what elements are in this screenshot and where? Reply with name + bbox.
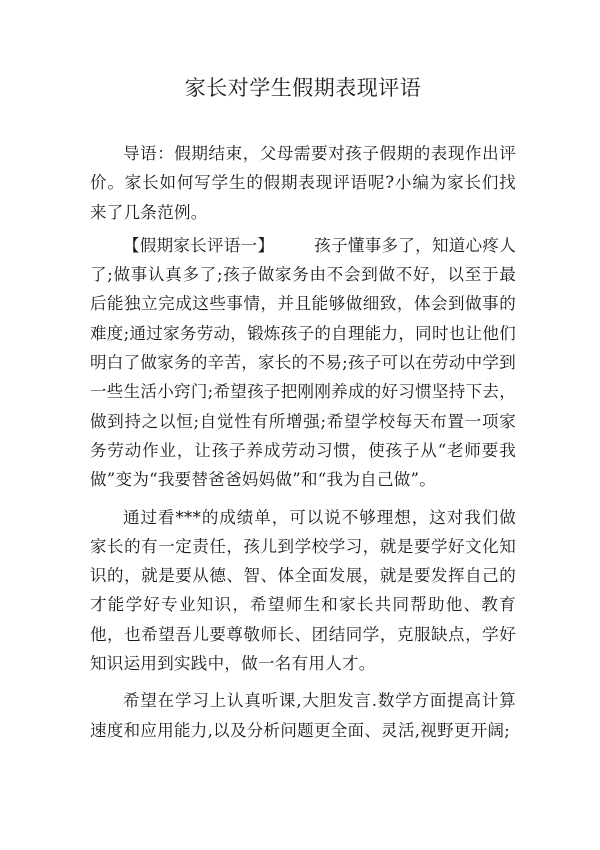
intro-paragraph: 导语：假期结束，父母需要对孩子假期的表现作出评价。家长如何写学生的假期表现评语呢?小编为家长们找来了几条范例。 bbox=[90, 144, 516, 222]
section1-heading: 【假期家长评语一】 bbox=[123, 235, 275, 255]
section1-text: 孩子懂事多了，知道心疼人了;做事认真多了;孩子做家务由不会到做不好，以至于最后能独立完成这些事情，并且能够做细致，体会到做事的难度;通过家务劳动，锻炼孩子的自理能力，同时也让他们明白了做家务的辛苦，家长的不易;孩子可以在劳动中学到一些生活小窍门;希望孩子把刚刚养成的好习惯坚持下去，做到持之以恒;自觉性有所增强;希望学校每天布置一项家务劳动作业，让孩子养成劳动习惯，使孩子从“老师要我做”变为“我要替爸爸妈妈做”和“我为自己做”。 bbox=[90, 235, 516, 490]
body-paragraph-2: 通过看***的成绩单，可以说不够理想，这对我们做家长的有一定责任，孩儿到学校学习，就是要学好文化知识的，就是要从德、智、体全面发展，就是要发挥自己的才能学好专业知识，希望师生和家长共同帮助他、教育他，也希望吾儿要尊敬师长、团结同学，克服缺点，学好知识运用到实践中，做一名有用人才。 bbox=[90, 507, 516, 674]
body-paragraph-3: 希望在学习上认真听课,大胆发言.数学方面提高计算速度和应用能力,以及分析问题更全面、灵活,视野更开阔; bbox=[90, 691, 516, 740]
section1-paragraph bbox=[90, 231, 516, 495]
page-title: 家长对学生假期表现评语 bbox=[184, 76, 422, 100]
